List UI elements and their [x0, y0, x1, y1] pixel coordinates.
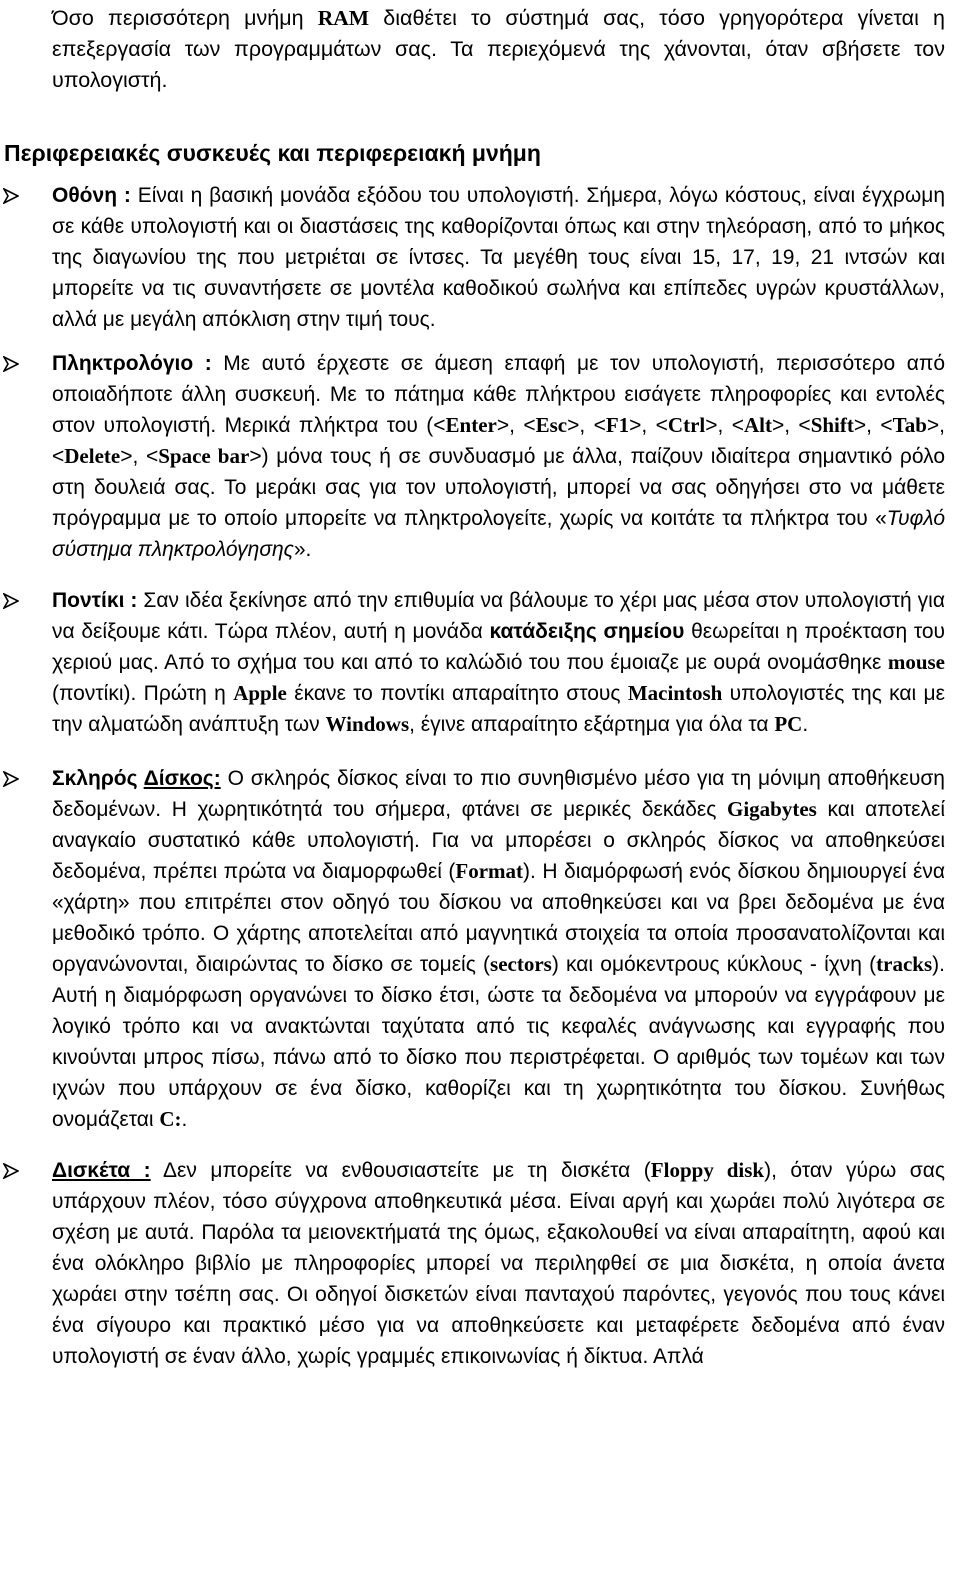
term-monitor: Οθόνη : [52, 184, 131, 207]
list-item-monitor: Οθόνη : Είναι η βασική μονάδα εξόδου του υπολογιστή. Σήμερα, λόγω κόστους, είναι έγχρωμη σε κάθε υπολογιστή και οι διαστάσεις της καθορίζονται όπως και στην τηλεόραση, από το μήκος της διαγωνίου της που μετριέται σε ίντσες. Τα μεγέθη τους είναι 15, 17, 19, 21 ιντσών και μπορείτε να τις συναντήσετε σε μοντέλα καθοδικού σωλήνα και επίπεδες υγρών κρυστάλλων, αλλά με μεγάλη απόκλιση στην τιμή τους. [52, 180, 945, 335]
term-floppy: Δισκέτα : [52, 1159, 151, 1182]
list-item-floppy: Δισκέτα : Δεν μπορείτε να ενθουσιαστείτε με τη δισκέτα (Floppy disk), όταν γύρω σας υπάρχουν πλέον, τόσο σύγχρονα αποθηκευτικά μέσα. Είναι αργή και χωράει πολύ λιγότερα σε σχέση με αυτά. Παρόλα τα μειονεκτήματά της όμως, εξακολουθεί να είναι απαραίτητη, αφού και ένα ολόκληρο βιβλίο με πληροφορίες μπορεί να περιληφθεί σε μια δισκέτα, η οποία άνετα χωράει στην τσέπη σας. Οι οδηγοί δισκετών είναι πανταχού παρόντες, γεγονός που τους κάνει ένα σίγουρο και πρακτικό μέσο για να αποθηκεύσετε και μεταφέρετε δεδομένα από έναν υπολογιστή σε έναν άλλο, χωρίς γραμμές επικοινωνίας ή δίκτυα. Απλά [52, 1155, 945, 1372]
term-keyboard: Πληκτρολόγιο : [52, 352, 212, 375]
list-item-mouse: Ποντίκι : Σαν ιδέα ξεκίνησε από την επιθυμία να βάλουμε το χέρι μας μέσα στον υπολογιστή για να δείξουμε κάτι. Τώρα πλέον, αυτή η μονάδα κατάδειξης σημείου θεωρείται η προέκταση του χεριού μας. Από το σχήμα του και από το καλώδιό του που έμοιαζε με ουρά ονομάσθηκε mouse (ποντίκι). Πρώτη η Apple έκανε το ποντίκι απαραίτητο στους Macintosh υπολογιστές της και με την αλματώδη ανάπτυξη των Windows, έγινε απαραίτητο εξάρτημα για όλα τα PC. [52, 585, 945, 740]
arrowhead-bullet-icon [0, 585, 22, 616]
intro-paragraph: Όσο περισσότερη μνήμη RAM διαθέτει το σύστημά σας, τόσο γρηγορότερα γίνεται η επεξεργασία των προγραμμάτων σας. Τα περιεχόμενά της χάνονται, όταν σβήσετε τον υπολογιστή. [52, 6, 945, 92]
arrowhead-bullet-icon [0, 763, 22, 794]
term-harddisk: Σκληρός Δίσκος: [52, 767, 221, 790]
term-mouse: Ποντίκι : [52, 589, 138, 612]
arrowhead-bullet-icon [0, 348, 22, 379]
arrowhead-bullet-icon [0, 1155, 22, 1186]
arrowhead-bullet-icon [0, 180, 22, 211]
list-item-keyboard: Πληκτρολόγιο : Με αυτό έρχεστε σε άμεση επαφή με τον υπολογιστή, περισσότερο από οποιαδήποτε άλλη συσκευή. Με το πάτημα κάθε πλήκτρου εισάγετε πληροφορίες και εντολές στον υπολογιστή. Μερικά πλήκτρα του (<Enter>, <Esc>, <F1>, <Ctrl>, <Alt>, <Shift>, <Tab>, <Delete>, <Space bar>) μόνα τους ή σε συνδυασμό με άλλα, παίζουν ιδιαίτερα σημαντικό ρόλο στη δουλειά σας. Το μεράκι σας για τον υπολογιστή, μπορεί να σας οδηγήσει στο να μάθετε πρόγραμμα με το οποίο μπορείτε να πληκτρολογείτε, χωρίς να κοιτάτε τα πλήκτρα του «Τυφλό σύστημα πληκτρολόγησης». [52, 348, 945, 565]
list-item-harddisk: Σκληρός Δίσκος: Ο σκληρός δίσκος είναι το πιο συνηθισμένο μέσο για τη μόνιμη αποθήκευση δεδομένων. Η χωρητικότητά του σήμερα, φτάνει σε μερικές δεκάδες Gigabytes και αποτελεί αναγκαίο συστατικό κάθε υπολογιστή. Για να μπορέσει ο σκληρός δίσκος να αποθηκεύσει δεδομένα, πρέπει πρώτα να διαμορφωθεί (Format). Η διαμόρφωσή ενός δίσκου δημιουργεί ένα «χάρτη» που επιτρέπει στον οδηγό του δίσκου να αποθηκεύσει και να βρει δεδομένα με ένα μεθοδικό τρόπο. Ο χάρτης αποτελείται από μαγνητικά στοιχεία τα οποία προσανατολίζονται και οργανώνονται, διαιρώντας το δίσκο σε τομείς (sectors) και ομόκεντρους κύκλους - ίχνη (tracks). Αυτή η διαμόρφωση οργανώνει το δίσκο έτσι, ώστε τα δεδομένα να μπορούν να εγγράφουν με λογικό τρόπο και να ανακτώνται ταχύτατα από τις κεφαλές ανάγνωσης και εγγραφής που κινούνται μπρος πίσω, πάνω από το δίσκο που περιστρέφεται. Ο αριθμός των τομέων και των ιχνών που υπάρχουν σε ένα δίσκο, καθορίζει και τη χωρητικότητα του δίσκου. Συνήθως ονομάζεται C:. [52, 763, 945, 1135]
section-heading: Περιφερειακές συσκευές και περιφερειακή μνήμη [4, 140, 541, 166]
